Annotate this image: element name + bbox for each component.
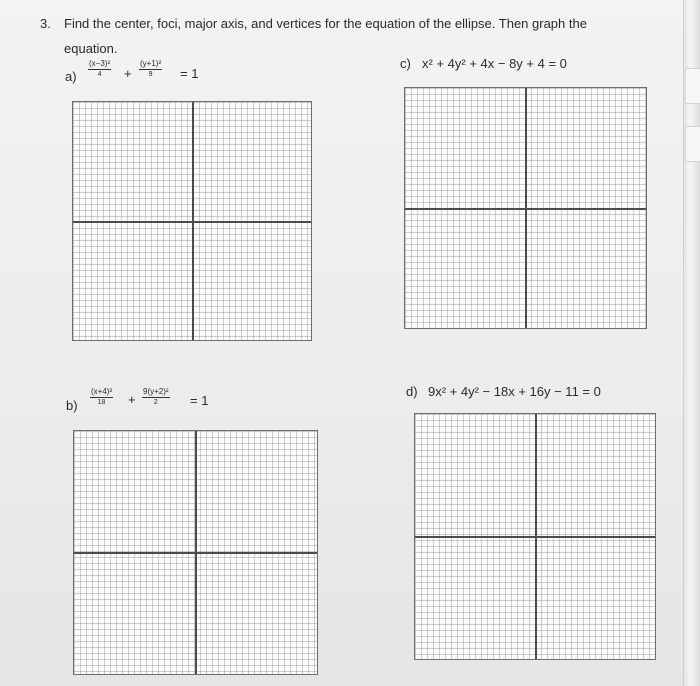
part-b-plus: +: [128, 392, 136, 407]
part-b-label: b): [66, 398, 78, 413]
part-a-fraction-2: $\frac{\text{(y+1)²}}{9}$: [140, 59, 162, 78]
x-axis: [415, 536, 655, 538]
graph-grid-d: [414, 413, 656, 660]
problem-instruction-continued: equation.: [64, 41, 118, 56]
part-a-fraction-1: $\frac{\text{(x−3)²}}{4}$: [89, 59, 111, 78]
part-b-fraction-1: $\frac{\text{(x+4)²}}{18}$: [91, 387, 113, 406]
binder-tab: [685, 126, 700, 162]
part-b-rhs: = 1: [190, 393, 209, 408]
problem-instruction: Find the center, foci, major axis, and vertices for the equation of the ellipse. Then graph the: [64, 16, 587, 31]
x-axis: [405, 208, 646, 210]
part-b-fraction-2: $\frac{\text{9(y+2)²}}{2}$: [143, 387, 169, 406]
graph-grid-c: [404, 87, 647, 329]
graph-grid-a: [72, 101, 312, 341]
part-a-plus: +: [124, 66, 132, 81]
graph-grid-b: [73, 430, 318, 675]
part-c-equation: x² + 4y² + 4x − 8y + 4 = 0: [422, 56, 567, 71]
part-d-equation: 9x² + 4y² − 18x + 16y − 11 = 0: [428, 384, 601, 399]
x-axis: [73, 221, 311, 223]
x-axis: [74, 552, 317, 554]
part-a-label: a): [65, 69, 77, 84]
part-d-label: d): [406, 384, 418, 399]
binder-tab: [685, 68, 700, 104]
problem-number: 3.: [40, 16, 51, 31]
part-c-label: c): [400, 56, 411, 71]
part-a-rhs: = 1: [180, 66, 199, 81]
